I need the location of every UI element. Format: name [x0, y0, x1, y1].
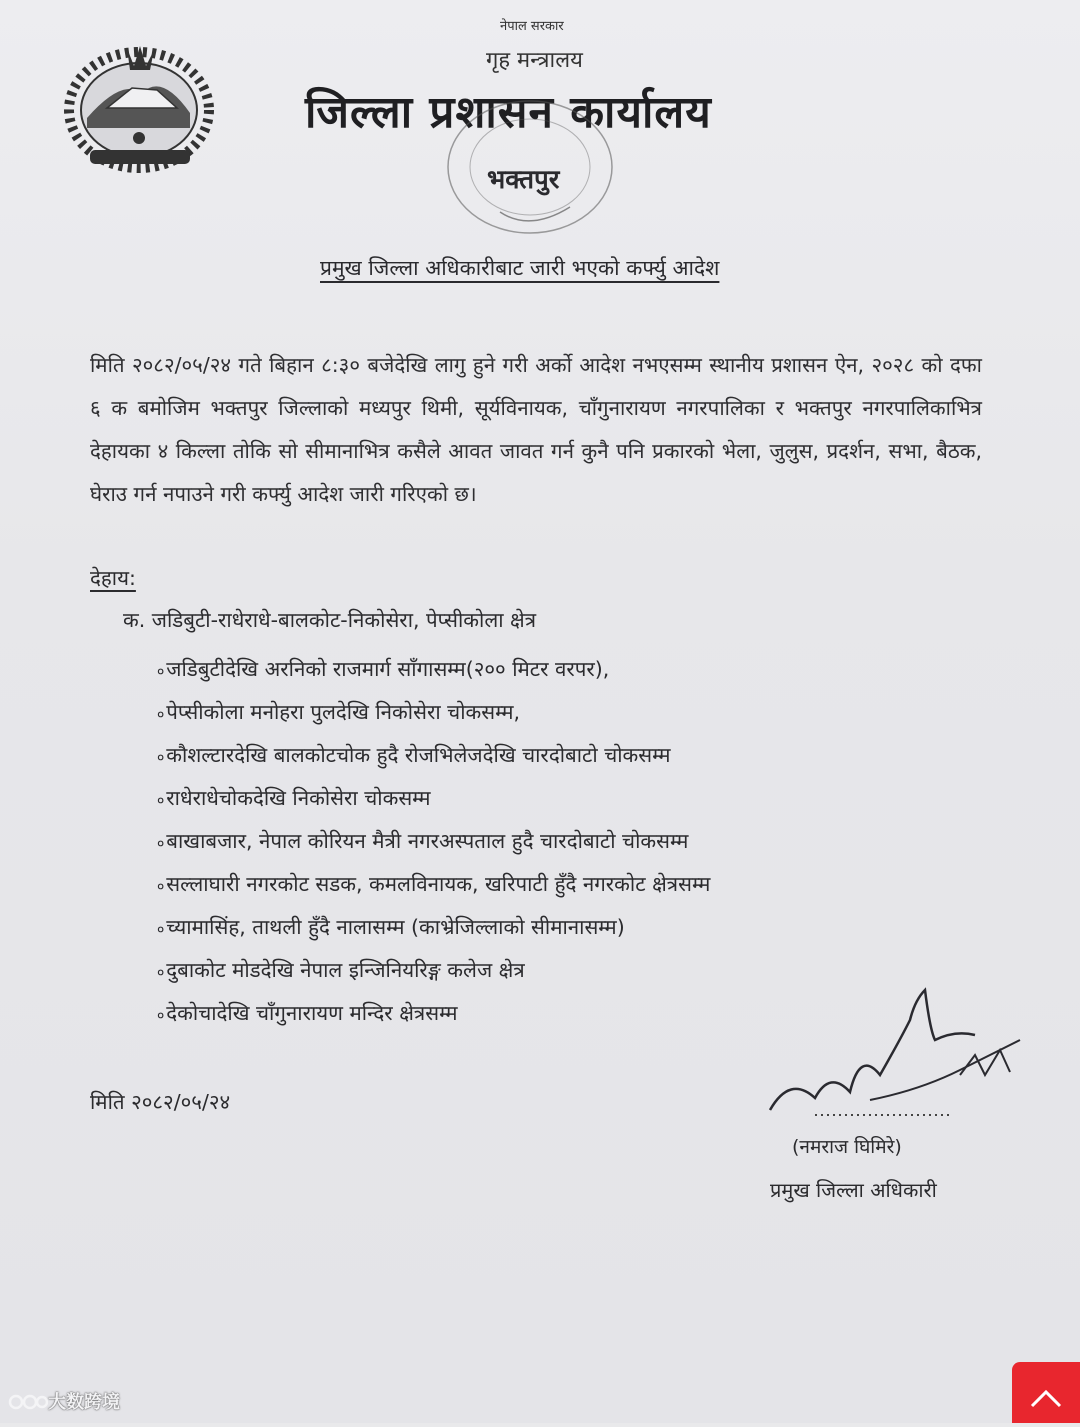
government-label: नेपाल सरकार — [500, 19, 564, 34]
dehay-label: देहाय: — [90, 566, 136, 590]
bullet-icon: ० — [157, 664, 165, 680]
area-title: क. जडिबुटी-राधेराधे-बालकोट-निकोसेरा, पेप्सीकोला क्षेत्र — [123, 608, 537, 632]
list-item-text: पेप्सीकोला मनोहरा पुलदेखि निकोसेरा चोकसम्म, — [166, 700, 521, 724]
watermark — [8, 1388, 120, 1414]
list-item-text: सल्लाघारी नगरकोट सडक, कमलविनायक, खरिपाटी हुँदै नगरकोट क्षेत्रसम्म — [166, 872, 711, 896]
list-item — [157, 820, 710, 863]
list-item-text: देकोचादेखि चाँगुनारायण मन्दिर क्षेत्रसम्म — [166, 1001, 458, 1025]
bullet-icon: ० — [157, 879, 165, 895]
bullet-icon: ० — [157, 922, 165, 938]
bullet-icon: ० — [157, 750, 165, 766]
office-title: जिल्ला प्रशासन कार्यालय — [305, 87, 712, 138]
district-label: भक्तपुर — [487, 165, 560, 195]
ministry-label: गृह मन्त्रालय — [486, 48, 583, 73]
list-item — [157, 863, 710, 906]
list-item-text: जडिबुटीदेखि अरनिको राजमार्ग साँगासम्म(२०० मिटर वरपर), — [166, 657, 610, 681]
office-stamp-icon — [440, 92, 620, 242]
scroll-top-button[interactable] — [1012, 1362, 1080, 1423]
list-item-text: च्यामासिंह, ताथली हुँदै नालासम्म (काभ्रेजिल्लाको सीमानासम्म) — [166, 915, 625, 939]
list-item — [157, 691, 710, 734]
list-item-text: राधेराधेचोकदेखि निकोसेरा चोकसम्म — [166, 786, 431, 810]
list-item — [157, 906, 710, 949]
list-item — [157, 777, 710, 820]
list-item-text: बाखाबजार, नेपाल कोरियन मैत्री नगरअस्पताल हुदै चारदोबाटो चोकसम्म — [166, 829, 689, 853]
signatory-title: प्रमुख जिल्ला अधिकारी — [770, 1178, 937, 1202]
list-item — [157, 949, 710, 992]
list-item-text: दुबाकोट मोडदेखि नेपाल इन्जिनियरिङ्ग कलेज क्षेत्र — [166, 958, 525, 982]
order-body: मिति २०८२/०५/२४ गते बिहान ८:३० बजेदेखि लागु हुने गरी अर्को आदेश नभएसम्म स्थानीय प्रशासन ऐन, २०२८ को दफा ६ क बमोजिम भक्तपुर जिल्लाको मध्यपुर थिमी, सूर्यविनायक, चाँगुनारायण नगरपालिका र भक्तपुर नगरपालिकाभित्र देहायका ४ किल्ला तोकि सो सीमानाभित्र कसैले आवत जावत गर्न कुनै पनि प्रकारको भेला, जुलुस, प्रदर्शन, सभा, बैठक, घेराउ गर्न नपाउने गरी कर्फ्यु आदेश जारी गरिएको छ। — [90, 353, 982, 506]
order-title: प्रमुख जिल्ला अधिकारीबाट जारी भएको कर्फ्यु आदेश — [320, 256, 720, 280]
area-list — [157, 648, 710, 1035]
signature-icon — [760, 980, 1030, 1130]
bullet-icon: ० — [157, 707, 165, 723]
bullet-icon: ० — [157, 793, 165, 809]
list-item-text: कौशल्टारदेखि बालकोटचोक हुदै रोजभिलेजदेखि चारदोबाटो चोकसम्म — [166, 743, 671, 767]
bullet-icon: ० — [157, 965, 165, 981]
nepal-emblem-icon — [62, 38, 217, 178]
chevron-up-icon — [1012, 1362, 1080, 1423]
signatory-name: (नमराज घिमिरे) — [792, 1136, 902, 1158]
bullet-icon: ० — [157, 1008, 165, 1024]
list-item — [157, 992, 710, 1035]
watermark-logo-icon — [8, 1392, 48, 1412]
list-item — [157, 648, 710, 691]
watermark-text: 大数跨境 — [48, 1392, 120, 1413]
bullet-icon: ० — [157, 836, 165, 852]
list-item — [157, 734, 710, 777]
footer-date: मिति २०८२/०५/२४ — [90, 1090, 231, 1114]
